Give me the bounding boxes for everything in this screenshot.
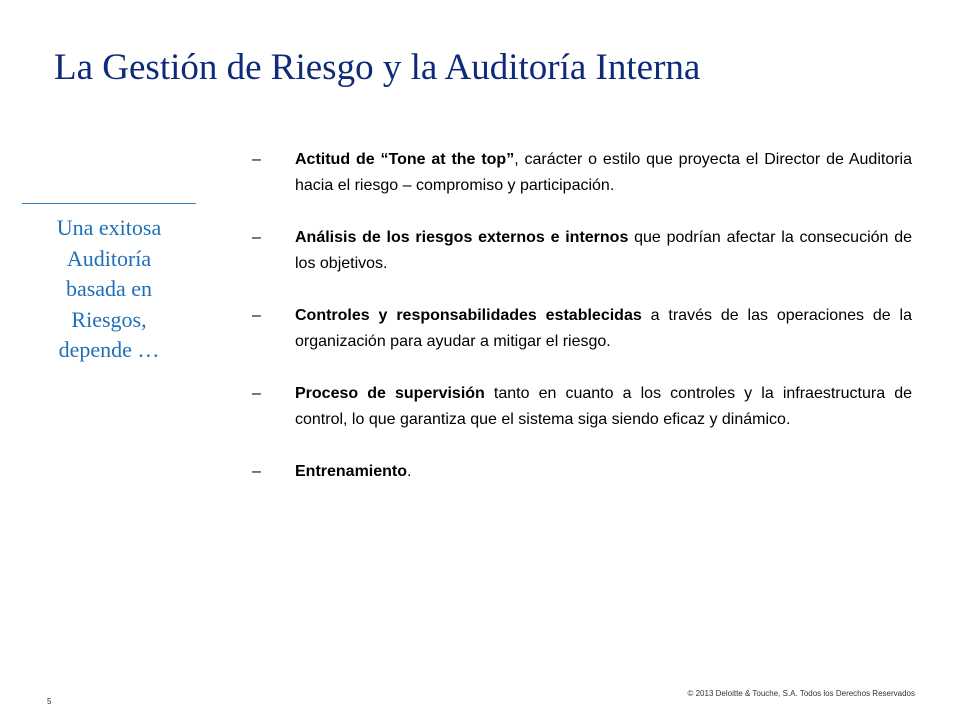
bullet-text: a través de las operaciones de la organización para ayudar a mitigar el riesgo. bbox=[295, 307, 913, 350]
callout-divider bbox=[22, 203, 196, 204]
side-callout-line: depende … bbox=[58, 337, 160, 362]
bullet-bold-text: Proceso de supervisión bbox=[295, 385, 485, 402]
bullet-bold-text: Análisis de los riesgos externos e internos bbox=[295, 229, 629, 246]
bullet-text: que podrían afectar la consecución de los objetivos. bbox=[295, 229, 912, 272]
bullet-bold-text: Actitud de “Tone at the top” bbox=[295, 151, 515, 168]
side-callout-line: basada en bbox=[65, 276, 153, 301]
bullet-list bbox=[252, 147, 912, 485]
page-number: 5 bbox=[47, 697, 52, 706]
dash-marker: – bbox=[252, 385, 261, 402]
bullet-item bbox=[252, 381, 912, 433]
side-callout-line: Una exitosa bbox=[56, 215, 162, 240]
side-callout bbox=[22, 213, 196, 366]
bullet-item bbox=[252, 147, 912, 199]
bullet-bold-text: Entrenamiento bbox=[295, 463, 408, 480]
bullet-text: tanto en cuanto a los controles y la infraestructura de control, lo que garantiza que el sistema siga siendo eficaz y dinámico. bbox=[295, 385, 912, 428]
dash-marker: – bbox=[252, 151, 261, 168]
slide-title: La Gestión de Riesgo y la Auditoría Interna bbox=[54, 47, 701, 88]
bullet-bold-text: Controles y responsabilidades establecidas bbox=[295, 307, 642, 324]
side-callout-line: Riesgos, bbox=[71, 306, 147, 332]
bullet-text: . bbox=[407, 463, 412, 480]
bullet-text: , carácter o estilo que proyecta el Director de Auditoria hacia el riesgo – compromiso y participación. bbox=[295, 151, 912, 194]
bullet-item bbox=[252, 225, 912, 277]
dash-marker: – bbox=[252, 307, 261, 324]
bullet-item bbox=[252, 303, 912, 355]
dash-marker: – bbox=[252, 463, 261, 480]
bullet-item bbox=[252, 459, 912, 485]
side-callout-line: Auditoría bbox=[66, 245, 152, 271]
dash-marker: – bbox=[252, 229, 261, 246]
copyright-notice: © 2013 Deloitte & Touche, S.A. Todos los Derechos Reservados bbox=[687, 689, 915, 698]
